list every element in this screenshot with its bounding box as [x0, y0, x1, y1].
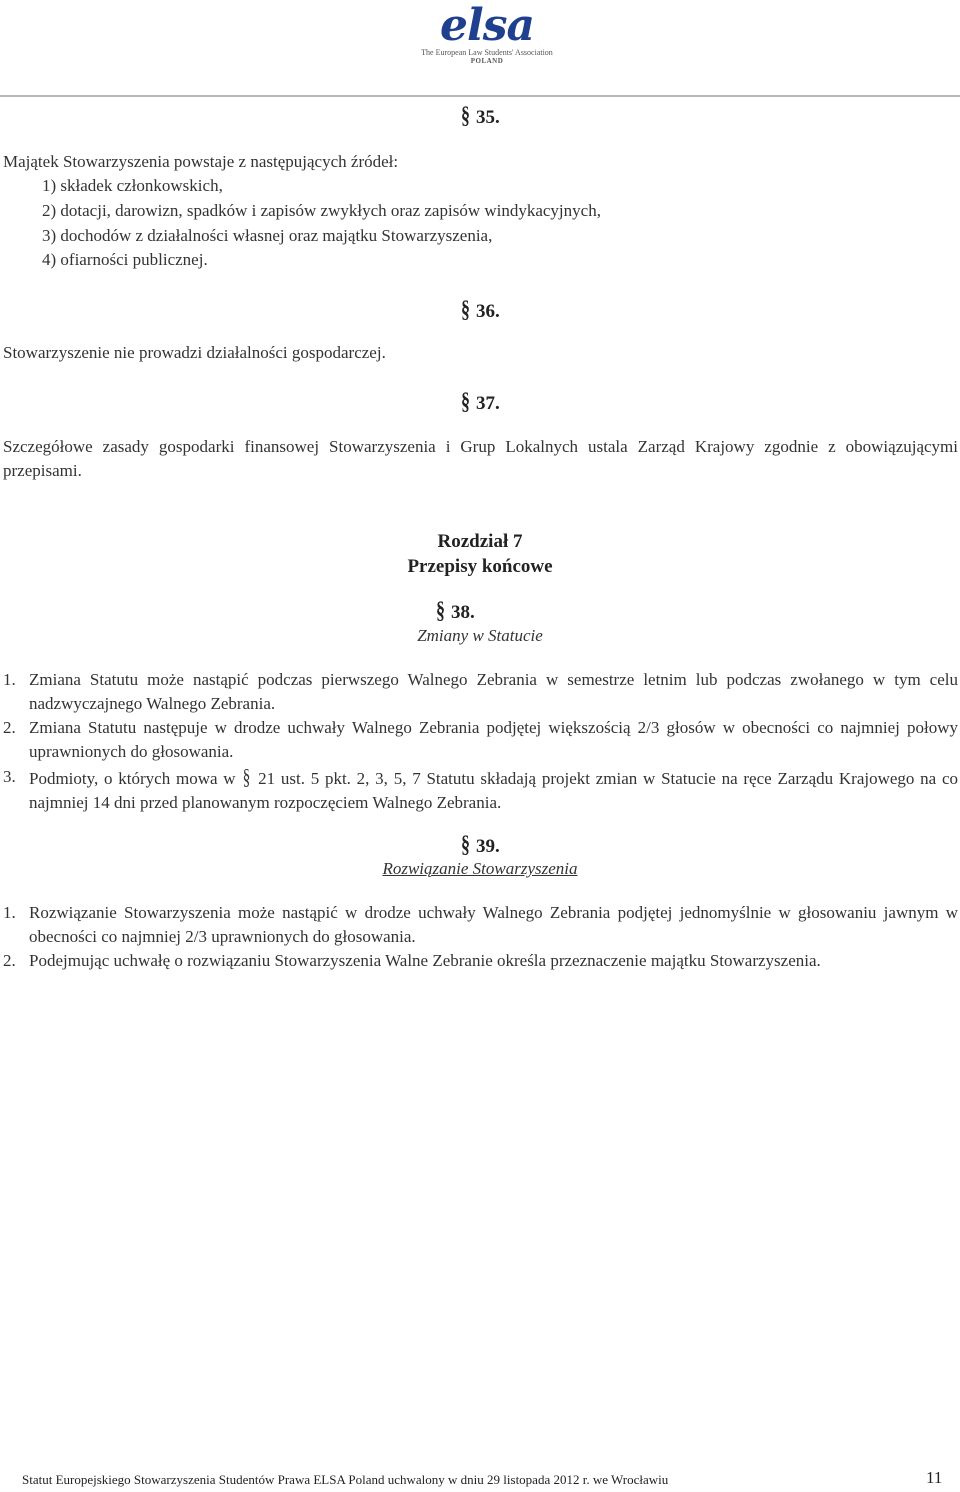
section-sign-icon: §	[242, 764, 251, 789]
section-sign-icon: §	[461, 389, 470, 415]
logo-country: POLAND	[470, 57, 504, 65]
section-36-heading: § 36.	[461, 297, 500, 323]
list-item: 2. Podejmując uchwałę o rozwiązaniu Stowarzyszenia Walne Zebranie określa przeznaczenie majątku Stowarzyszenia.	[3, 951, 821, 970]
section-39-title: Rozwiązanie Stowarzyszenia	[382, 859, 578, 878]
section-38-heading: § 38.	[436, 598, 475, 624]
chapter-subtitle: Przepisy końcowe	[407, 556, 553, 577]
section-36-text: Stowarzyszenie nie prowadzi działalności gospodarczej.	[3, 343, 386, 362]
section-37-text: Szczegółowe zasady gospodarki finansowej Stowarzyszenia i Grup Lokalnych ustala Zarząd Krajowy zgodnie z obowiązującymi przepisami.	[3, 437, 958, 480]
section-37-heading: § 37.	[461, 389, 500, 415]
section-sign-icon: §	[461, 832, 470, 858]
list-item: 3. Podmioty, o których mowa w § 21 ust. 5 pkt. 2, 3, 5, 7 Statutu składają projekt zmian w Statucie na ręce Zarządu Krajowego na co najmniej 14 dni przed planowanym rozpoczęciem Walnego Zebrania.	[3, 764, 959, 812]
logo-tagline: The European Law Students' Association	[421, 48, 553, 57]
list-item: 3) dochodów z działalności własnej oraz majątku Stowarzyszenia,	[42, 226, 493, 245]
section-39-heading: § 39.	[461, 832, 500, 858]
list-item: 1. Rozwiązanie Stowarzyszenia może nastąpić w drodze uchwały Walnego Zebrania podjętej jednomyślnie w głosowaniu jawnym w obecności co najmniej 2/3 uprawnionych do głosowania.	[3, 903, 958, 946]
header-divider	[0, 95, 960, 97]
elsa-logo	[412, 0, 562, 72]
list-item: 2) dotacji, darowizn, spadków i zapisów zwykłych oraz zapisów windykacyjnych,	[42, 201, 601, 220]
list-item: 2. Zmiana Statutu następuje w drodze uchwały Walnego Zebrania podjętej większością 2/3 głosów w obecności co najmniej połowy uprawnionych do głosowania.	[3, 718, 958, 761]
logo-wordmark: elsa	[440, 0, 534, 51]
section-35-heading: § 35.	[461, 103, 500, 129]
section-38-title: Zmiany w Statucie	[417, 626, 543, 645]
chapter-title: Rozdział 7	[437, 531, 523, 552]
section-sign-icon: §	[461, 103, 470, 129]
list-item: 1) składek członkowskich,	[42, 176, 223, 195]
list-item: 4) ofiarności publicznej.	[42, 250, 208, 269]
section-sign-icon: §	[461, 297, 470, 323]
page-number: 11	[926, 1468, 943, 1487]
page-footer: Statut Europejskiego Stowarzyszenia Studentów Prawa ELSA Poland uchwalony w dniu 29 listopada 2012 r. we Wrocławiu	[22, 1472, 669, 1487]
section-sign-icon: §	[436, 598, 445, 624]
list-item: 1. Zmiana Statutu może nastąpić podczas pierwszego Walnego Zebrania w semestrze letnim lub podczas zwołanego w tym celu nadzwyczajnego Walnego Zebrania.	[3, 670, 958, 713]
section-35-intro: Majątek Stowarzyszenia powstaje z następujących źródeł:	[3, 152, 399, 171]
